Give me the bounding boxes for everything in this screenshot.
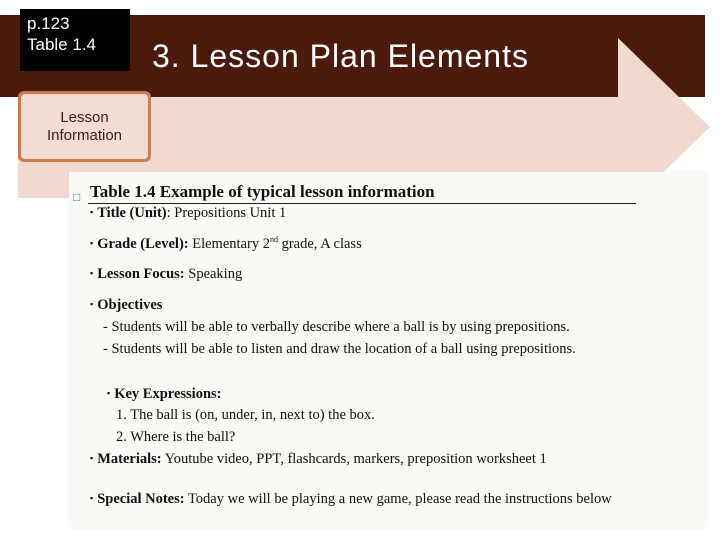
objectives-label: Objectives: [97, 297, 163, 313]
key-expressions-label: Key Expressions:: [114, 386, 222, 402]
special-notes-line: [90, 491, 636, 508]
bullet-icon: ▪: [90, 207, 94, 217]
focus-line: [90, 266, 242, 283]
key-expressions-heading: [107, 386, 222, 403]
document-marker: □: [73, 190, 81, 204]
materials-value: Youtube video, PPT, flashcards, markers, preposition worksheet 1: [161, 451, 547, 467]
tag-line-1: Lesson: [60, 108, 109, 126]
bullet-icon: ▪: [90, 453, 94, 463]
table-number: Table 1.4: [27, 35, 96, 54]
lesson-information-tag: [18, 91, 151, 162]
bullet-icon: ▪: [90, 493, 94, 503]
bullet-icon: ▪: [90, 299, 94, 309]
special-notes-label: Special Notes:: [97, 491, 185, 507]
page-reference: [20, 9, 130, 71]
document-title: Table 1.4 Example of typical lesson information: [90, 182, 435, 201]
focus-label: Lesson Focus:: [97, 266, 185, 282]
objectives-heading: [90, 297, 162, 314]
key-expression-item: 2. Where is the ball?: [116, 429, 236, 445]
bullet-icon: ▪: [107, 388, 111, 398]
grade-superscript: nd: [269, 235, 278, 244]
grade-value: Elementary 2: [188, 236, 270, 252]
materials-line: [90, 451, 547, 468]
title-unit-line: [90, 205, 286, 222]
title-unit-label: Title (Unit): [97, 205, 167, 221]
slide-title: 3. Lesson Plan Elements: [152, 38, 529, 74]
title-rule: [88, 203, 636, 204]
materials-label: Materials:: [97, 451, 162, 467]
objective-item: - Students will be able to listen and draw the location of a ball using prepositions.: [103, 341, 576, 357]
tag-line-2: Information: [46, 126, 123, 144]
grade-label: Grade (Level):: [97, 236, 189, 252]
grade-line: [90, 235, 362, 253]
special-notes-value: Today we will be playing a new game, please read the instructions below: [184, 491, 612, 507]
title-unit-value: : Prepositions Unit 1: [166, 205, 287, 221]
grade-value-rest: grade, A class: [277, 236, 362, 252]
bullet-icon: ▪: [90, 268, 94, 278]
objective-item: - Students will be able to verbally describe where a ball is by using prepositions.: [103, 319, 570, 335]
focus-value: Speaking: [184, 266, 243, 282]
key-expression-item: 1. The ball is (on, under, in, next to) the box.: [116, 407, 375, 423]
bullet-icon: ▪: [90, 238, 94, 248]
page-number: p.123: [27, 14, 70, 33]
